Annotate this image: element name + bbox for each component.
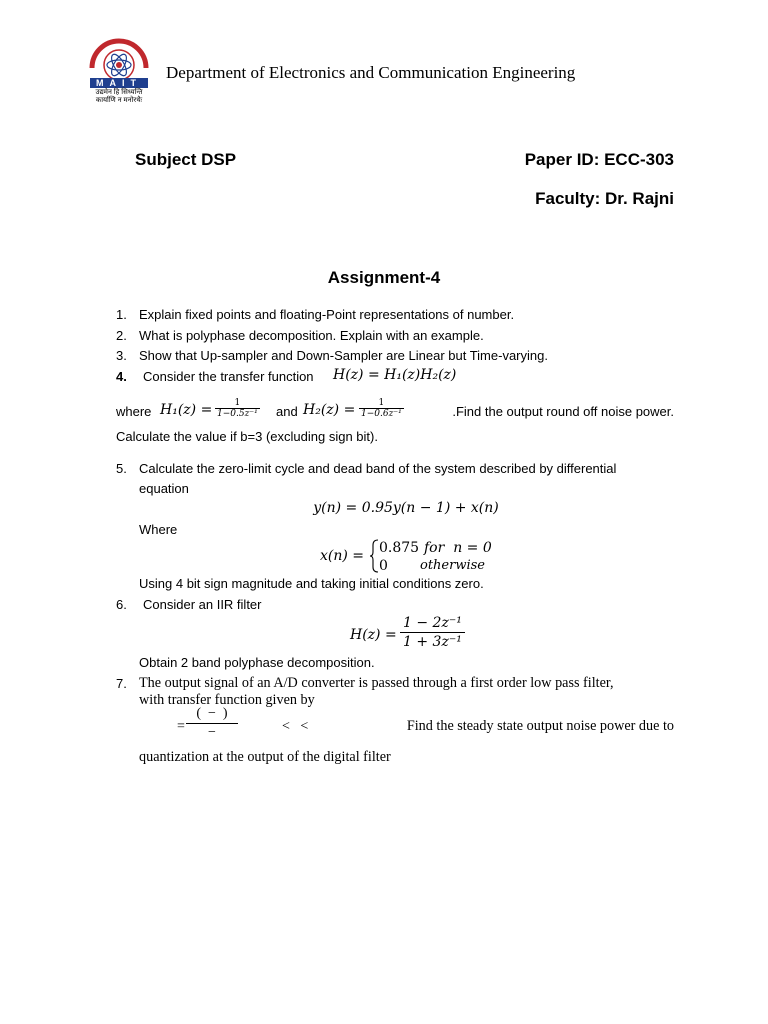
question-6-fraction [400,614,465,651]
h1-denominator: 1−0.5z⁻¹ [217,409,258,419]
question-7-text-line-4: quantization at the output of the digital filter [139,749,391,765]
q7-numerator: ( − ) [196,706,228,721]
question-5-case-2-value: 0 [379,558,388,574]
question-4-h1-fraction [215,398,260,419]
logo-abbreviation: MAIT [96,78,142,88]
question-3-number: 3. [116,348,127,363]
question-4-number: 4. [116,369,127,384]
subject-label: Subject DSP [135,150,237,169]
question-4-text: Consider the transfer function [143,369,314,384]
question-6-obtain: Obtain 2 band polyphase decomposition. [139,655,375,670]
question-5-case-2-condition: otherwise [420,558,485,573]
question-5-using: Using 4 bit sign magnitude and taking initial conditions zero. [139,576,484,591]
question-7-number: 7. [116,676,127,691]
h2-numerator: 1 [378,398,385,408]
question-4-h1-label: H₁(z) = [160,402,213,418]
question-5-case-1-value: 0.875 [379,540,420,556]
department-heading: Department of Electronics and Communication Engineering [166,63,576,82]
question-3-text: Show that Up-sampler and Down-Sampler are Linear but Time-varying. [139,348,548,363]
question-5-difference-equation: y(n) = 0.95y(n − 1) + x(n) [313,500,499,516]
question-4-transfer-function: H(z) = H₁(z)H₂(z) [333,367,457,383]
q6-numerator: 1 − 2z⁻¹ [403,615,462,631]
question-1-number: 1. [116,307,127,322]
paper-id-label: Paper ID: ECC-303 [524,150,674,169]
question-7-text-line-2: with transfer function given by [139,692,315,708]
question-7-fraction [186,705,238,742]
question-4-find: .Find the output round off noise power. [452,404,674,419]
question-4-and: and [276,404,298,419]
question-5-x-label: x(n) = [320,548,365,564]
question-4-calculate: Calculate the value if b=3 (excluding sign bit). [116,429,378,444]
logo-motto-line-2: कार्याणि न मनोरथैः [95,97,143,104]
q6-denominator: 1 + 3z⁻¹ [400,632,465,651]
h1-numerator: 1 [234,398,241,408]
question-6-h-label: H(z) = [350,627,397,643]
question-5-case-1-condition: for n = 0 [424,540,492,556]
question-4-h2-fraction [359,398,404,419]
question-7-inequality: < < [282,719,309,734]
question-2-text: What is polyphase decomposition. Explain with an example. [139,328,484,343]
assignment-title: Assignment-4 [327,268,441,287]
faculty-label: Faculty: Dr. Rajni [535,189,674,208]
question-5-text-line-2: equation [139,481,189,496]
question-4-h2-label: H₂(z) = [303,402,356,418]
question-2-number: 2. [116,328,127,343]
question-1-text: Explain fixed points and floating-Point representations of number. [139,307,515,322]
question-5-text-line-1: Calculate the zero-limit cycle and dead band of the system described by differential [139,461,617,476]
logo-motto-line-1: उद्यमेन हि सिध्यन्ति [95,89,143,96]
question-5-number: 5. [116,461,127,476]
question-6-text: Consider an IIR filter [143,597,262,612]
question-5-where: Where [139,522,178,537]
question-7-equals: = [177,719,185,734]
question-4-where: where [116,404,152,419]
mait-logo [86,38,152,106]
q7-denominator: − [186,723,238,742]
question-6-number: 6. [116,597,127,612]
h2-denominator: 1−0.6z⁻¹ [361,409,402,419]
question-7-find: Find the steady state output noise power due to [406,718,674,734]
question-7-text-line-1: The output signal of an A/D converter is passed through a first order low pass filter, [139,675,614,691]
